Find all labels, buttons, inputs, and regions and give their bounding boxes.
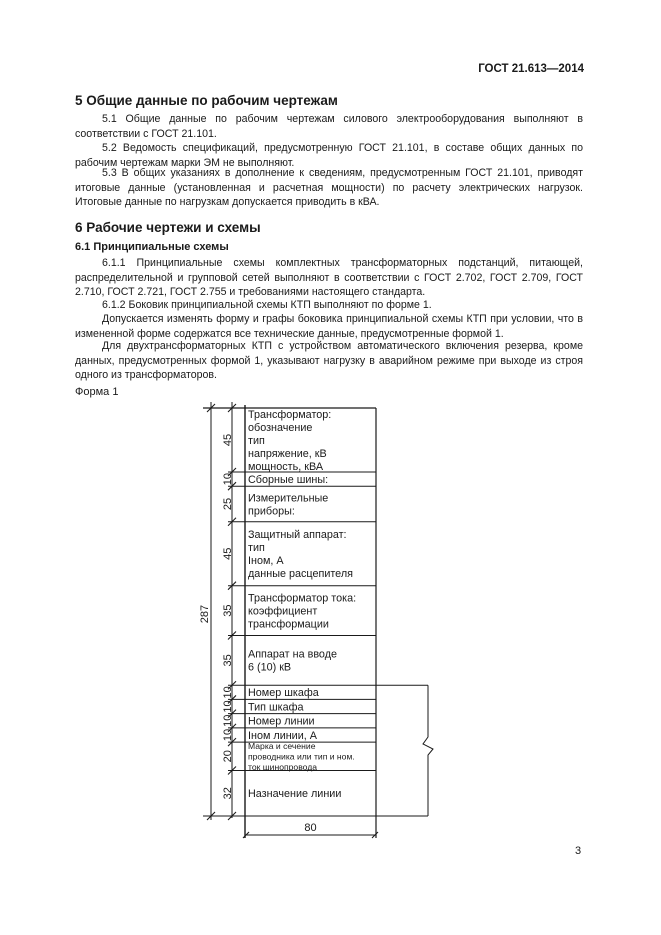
row-height-label: 45: [221, 547, 234, 560]
row-text-line: Iном линии, А: [248, 729, 317, 742]
row-text-line: Iном, А: [248, 555, 284, 568]
row-height-label: 25: [221, 497, 234, 511]
row-text-line: приборы:: [248, 505, 295, 518]
row-text-line: Измерительные: [248, 492, 329, 505]
row-height-label: 32: [221, 787, 234, 800]
document-header-standard: ГОСТ 21.613—2014: [478, 63, 584, 75]
row-text-line: Тип шкафа: [248, 701, 304, 714]
row-text-line: Трансформатор:: [248, 408, 332, 421]
row-text-line: коэффициент: [248, 605, 318, 618]
paragraph-two-transformer: Для двухтрансформаторных КТП с устройством автоматического включения резерва, кроме данных, предусмотренных формой 1, указывают нагрузку в аварийном режиме при выходе из строя одного из трансформаторов.: [75, 340, 583, 382]
row-height-label: 10: [221, 686, 234, 699]
width-label: 80: [304, 822, 317, 834]
form-label: Форма 1: [75, 386, 119, 398]
row-height-label: 10: [221, 714, 234, 727]
row-text-line: Назначение линии: [248, 788, 342, 801]
paragraph-change-form: Допускается изменять форму и графы боковика принципиальной схемы КТП при условии, что в измененной форме содержатся все технические данные, предусмотренные формой 1.: [75, 313, 583, 340]
row-text-line: Трансформатор тока:: [248, 592, 357, 605]
section-6-1-title: 6.1 Принципиальные схемы: [75, 241, 229, 253]
paragraph-6-1-1: 6.1.1 Принципиальные схемы комплектных трансформаторных подстанций, питающей, распределительной и групповой сетей выполняют в соответствии с ГОСТ 2.702, ГОСТ 2.709, ГОСТ 2.710, ГОСТ 2.721, ГОСТ 2.755 и требованиями настоящего стандарта.: [75, 257, 583, 299]
paragraph-5-3: 5.3 В общих указаниях в дополнение к сведениям, предусмотренным ГОСТ 21.101, приводят итоговые данные (установленная и расчетная мощности) по расчету электрических нагрузок. Итоговые данные по нагрузкам допускается приводить в кВА.: [75, 167, 583, 209]
row-text-line: тип: [248, 434, 265, 447]
paragraph-5-2: 5.2 Ведомость спецификаций, предусмотренную ГОСТ 21.101, в составе общих данных по рабочим чертежам марки ЭМ не выполняют.: [75, 142, 583, 169]
paragraph-6-1-2: 6.1.2 Боковик принципиальной схемы КТП выполняют по форме 1.: [102, 299, 432, 311]
section-6-title: 6 Рабочие чертежи и схемы: [75, 220, 261, 235]
row-text-line: 6 (10) кВ: [248, 661, 292, 674]
row-text-line: напряжение, кВ: [248, 447, 327, 460]
row-text-line: Защитный аппарат:: [248, 529, 347, 542]
row-text-line: Номер линии: [248, 715, 315, 728]
row-text-line: тип: [248, 542, 265, 555]
row-text-line: Марка и сечение: [248, 740, 316, 751]
page-number: 3: [575, 845, 582, 857]
row-height-label: 10: [221, 700, 234, 713]
row-text-line: Номер шкафа: [248, 687, 319, 700]
total-height-label: 287: [198, 604, 211, 624]
row-height-label: 10: [221, 728, 234, 742]
row-text-line: ток шинопровода: [248, 761, 318, 772]
section-5-title: 5 Общие данные по рабочим чертежам: [75, 93, 338, 108]
row-text-line: обозначение: [248, 421, 313, 434]
row-height-label: 35: [221, 604, 234, 617]
row-text-line: Сборные шины:: [248, 473, 329, 486]
row-height-label: 45: [221, 433, 234, 447]
row-text-line: мощность, кВА: [248, 460, 324, 473]
row-text-line: трансформации: [248, 618, 329, 631]
row-text-line: Аппарат на вводе: [248, 648, 338, 661]
row-height-label: 20: [221, 750, 234, 763]
row-text-line: данные расцепителя: [248, 568, 353, 581]
row-height-label: 35: [221, 654, 234, 667]
break-line-symbol: [423, 685, 433, 816]
paragraph-5-1: 5.1 Общие данные по рабочим чертежам силового электрооборудования выполняют в соответствии с ГОСТ 21.101.: [75, 113, 583, 140]
row-height-label: 10: [221, 472, 234, 486]
row-text-line: проводника или тип и ном.: [248, 751, 355, 762]
